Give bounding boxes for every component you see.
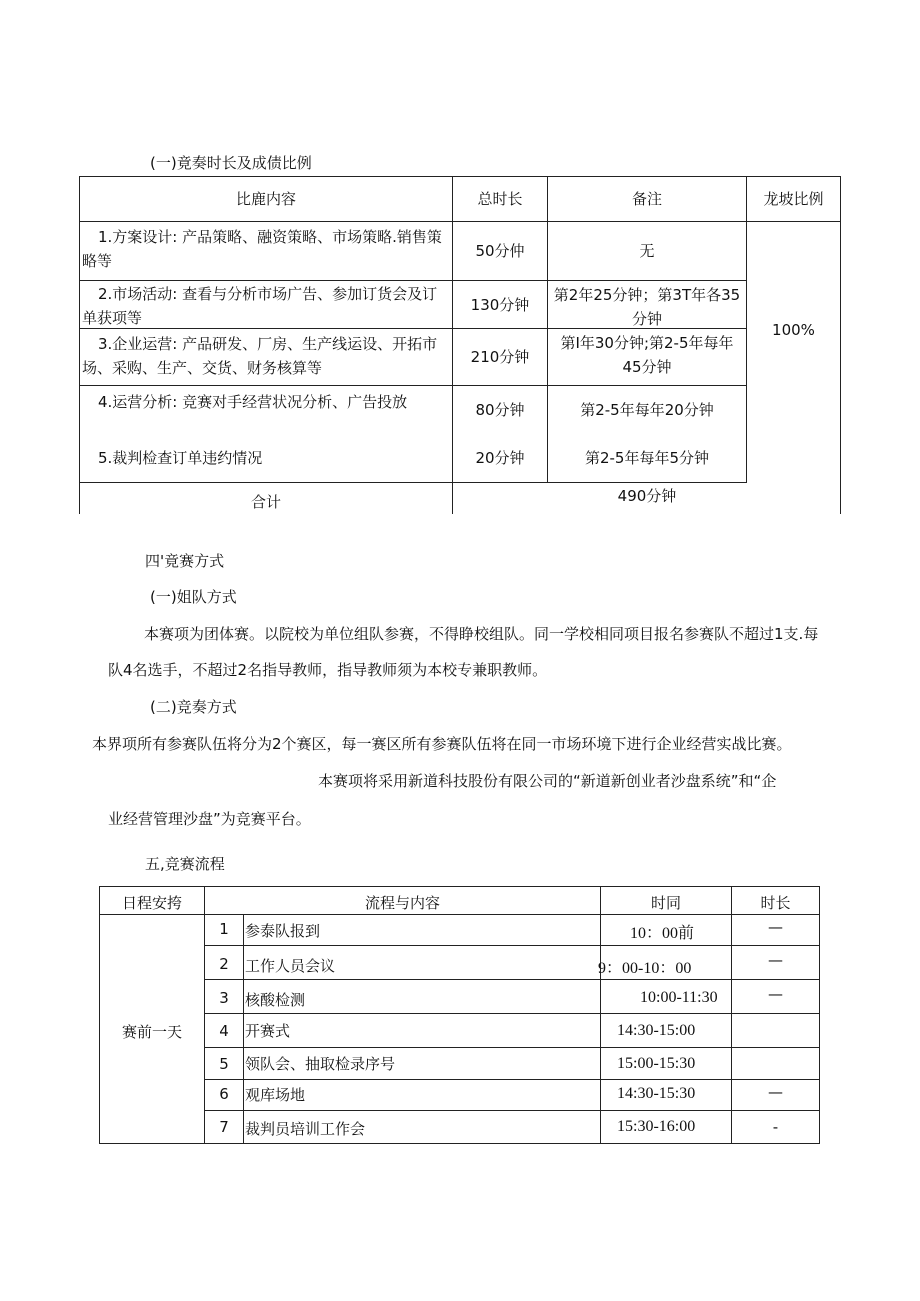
sub-1-title: (一)姐队方式 xyxy=(150,588,237,606)
header-note: 备注 xyxy=(631,190,662,208)
total-label: 合计 xyxy=(250,493,281,511)
platform-line1: 本赛项将采用新道科技股份有限公司的“新道新创业者沙盘系统”和“企 xyxy=(318,772,777,790)
header-time: 时同 xyxy=(650,894,681,912)
section-4-title: 四'竟赛方式 xyxy=(145,552,225,570)
row-num: 3 xyxy=(219,989,229,1007)
header-duration: 总时长 xyxy=(477,190,523,208)
row-num: 4 xyxy=(219,1022,229,1040)
row2-content: 2.市场活动: 查看与分析市场广告、参加订货会及订 单获项等 xyxy=(82,285,438,327)
header-schedule: 日程安挎 xyxy=(121,894,182,912)
row-time: 14:30-15:00 xyxy=(617,1022,696,1039)
row-time: 9：00-10：00 xyxy=(598,960,692,977)
sub-2-para: 本界项所有参赛队伍将分为2个赛区，每一赛区所有参赛队伍将在同一市场环境下进行企业经营实战比赛。 xyxy=(92,735,792,753)
header-length: 时长 xyxy=(760,894,791,912)
row-length: — xyxy=(768,918,783,936)
row-num: 7 xyxy=(219,1118,229,1136)
row3-content: 3.企业运营: 产品研发、厂房、生产线运设、开拓市 场、采购、生产、交货、财务核算等 xyxy=(82,335,438,377)
row-item: 参泰队报到 xyxy=(245,922,321,940)
sub-2-title: (二)竞奏方式 xyxy=(150,698,237,716)
row2-duration: 130分钟 xyxy=(470,296,530,314)
row-num: 5 xyxy=(219,1055,229,1073)
row5-duration: 20分钟 xyxy=(475,449,525,467)
row-item: 领队会、抽取检录序号 xyxy=(245,1055,396,1073)
section-5-title: 五,竞赛流程 xyxy=(145,855,225,873)
row1-note: 无 xyxy=(639,242,655,260)
row2-note: 第2年25分钟；第3T年各35 分钟 xyxy=(553,286,741,328)
row4-content: 4.运营分析: 竞赛对手经营状况分析、广告投放 xyxy=(98,393,408,411)
header-content: 比鹿内容 xyxy=(235,190,296,208)
sub-1-para-line1: 本赛项为团体赛。以院校为单位组队参赛，不得睁校组队。同一学校相同项目报名参赛队不超过1支.每 xyxy=(144,625,819,643)
row5-note: 第2-5年每年5分钟 xyxy=(584,449,710,467)
sub-1-para-line2: 队4名选手，不超过2名指导教师，指导教师须为本校专兼职教师。 xyxy=(108,661,548,679)
row-time: 10:00-11:30 xyxy=(640,989,718,1006)
row5-content: 5.裁判检查订单违约情况 xyxy=(98,449,263,467)
row-item: 观库场地 xyxy=(245,1086,306,1104)
row-length: — xyxy=(768,985,783,1003)
total-value: 490分钟 xyxy=(617,487,677,505)
header-process: 流程与内容 xyxy=(364,894,440,912)
row-length: - xyxy=(772,1118,779,1136)
row4-duration: 80分钟 xyxy=(475,401,525,419)
row-item: 工作人员会议 xyxy=(245,957,336,975)
row-time: 10：00前 xyxy=(630,925,695,942)
row-item: 开赛式 xyxy=(245,1022,291,1040)
row-time: 15:30-16:00 xyxy=(617,1118,696,1135)
row-num: 2 xyxy=(219,955,229,973)
row-num: 6 xyxy=(219,1085,229,1103)
row-length: — xyxy=(768,1083,783,1101)
day-label: 赛前一天 xyxy=(121,1023,182,1041)
header-ratio: 龙坡比例 xyxy=(763,190,824,208)
row-item: 核酸检测 xyxy=(245,991,306,1009)
row4-note: 第2-5年每年20分钟 xyxy=(580,401,714,419)
row-time: 15:00-15:30 xyxy=(617,1055,696,1072)
ratio-value: 100% xyxy=(772,321,815,339)
row3-duration: 210分钟 xyxy=(470,348,530,366)
row3-note: 第I年30分钟;第2-5年每年 45分钟 xyxy=(560,334,734,376)
row1-duration: 50分仲 xyxy=(475,242,525,260)
row-time: 14:30-15:30 xyxy=(617,1085,696,1102)
row-num: 1 xyxy=(219,920,229,938)
section-title-duration: (一)竟奏时长及成债比例 xyxy=(150,154,312,172)
row-item: 裁判员培训工作会 xyxy=(245,1120,366,1138)
row-length: — xyxy=(768,951,783,969)
platform-line2: 业经营管理沙盘”为竞赛平台。 xyxy=(108,810,311,828)
row1-content: 1.方案设计: 产品策略、融资策略、市场策略.销售策 略等 xyxy=(82,228,442,270)
